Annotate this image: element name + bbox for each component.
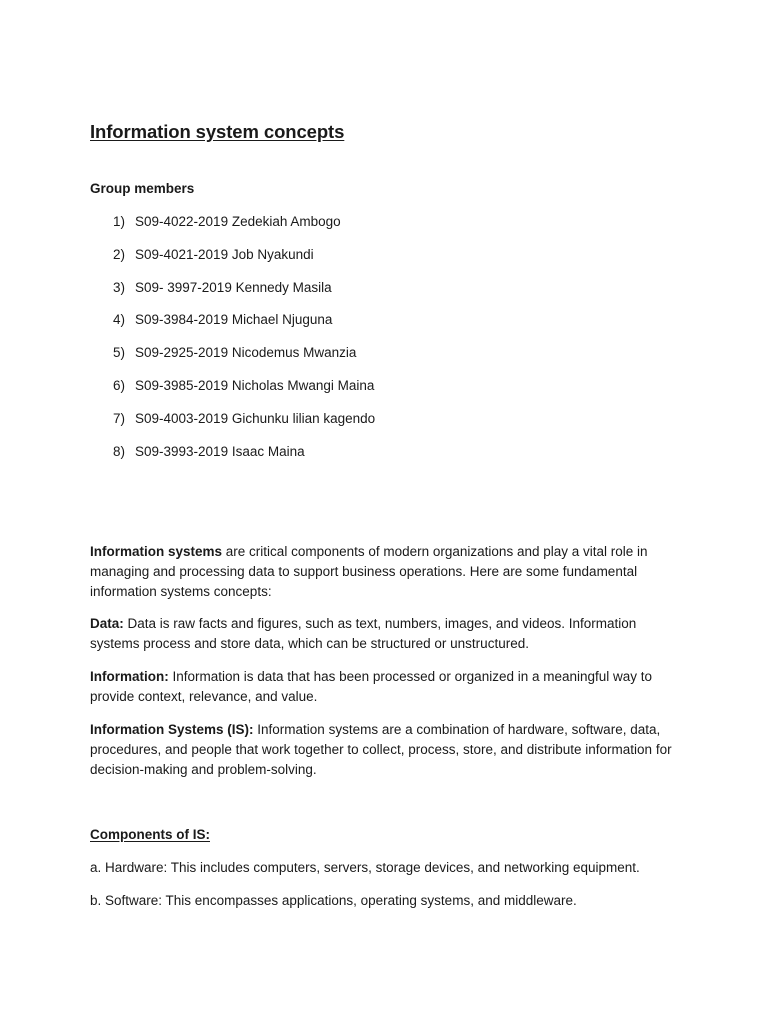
data-term: Data: (90, 616, 124, 631)
list-item-number: 8) (113, 443, 126, 459)
components-heading: Components of IS: (90, 827, 210, 842)
intro-term: Information systems (90, 544, 223, 559)
list-item-number: 2) (113, 246, 126, 262)
information-definition-paragraph (90, 667, 680, 707)
list-item (90, 247, 375, 280)
list-item-number: 3) (113, 279, 126, 295)
group-members-list (90, 214, 375, 476)
list-item-number: 6) (113, 377, 126, 393)
list-item-number: 5) (113, 345, 126, 361)
data-definition-text: Data is raw facts and figures, such as text, numbers, images, and videos. Information systems process and store data, which can be structured or unstructured. (90, 616, 637, 651)
intro-paragraph (90, 542, 680, 602)
component-hardware: a. Hardware: This includes computers, servers, storage devices, and networking equipment. (90, 860, 640, 875)
list-item (90, 280, 375, 313)
information-definition-text: Information is data that has been processed or organized in a meaningful way to provide context, relevance, and value. (90, 669, 653, 704)
list-item-text: S09- 3997-2019 Kennedy Masila (135, 279, 332, 295)
intro-text: are critical components of modern organizations and play a vital role in managing and processing data to support business operations. Here are some fundamental information systems concepts: (90, 544, 648, 599)
list-item (90, 312, 375, 345)
list-item (90, 411, 375, 444)
list-item-number: 1) (113, 214, 126, 229)
list-item-text: S09-2925-2019 Nicodemus Mwanzia (135, 345, 357, 361)
is-term: Information Systems (IS): (90, 722, 254, 737)
list-item-number: 4) (113, 312, 126, 328)
is-definition-text: Information systems are a combination of hardware, software, data, procedures, and people that work together to collect, process, store, and distribute information for decision-making and problem-solving. (90, 722, 672, 777)
group-members-heading: Group members (90, 181, 195, 196)
data-definition-paragraph (90, 614, 680, 654)
information-term: Information: (90, 669, 169, 684)
list-item-number: 7) (113, 410, 126, 426)
list-item-text: S09-3993-2019 Isaac Maina (135, 443, 305, 459)
list-item (90, 214, 375, 247)
list-item (90, 345, 375, 378)
is-definition-paragraph (90, 720, 680, 780)
list-item-text: S09-3985-2019 Nicholas Mwangi Maina (135, 377, 375, 393)
document-title: Information system concepts (90, 121, 345, 142)
list-item-text: S09-3984-2019 Michael Njuguna (135, 312, 333, 328)
list-item (90, 378, 375, 411)
component-software: b. Software: This encompasses applications, operating systems, and middleware. (90, 893, 577, 908)
list-item (90, 444, 375, 477)
list-item-text: S09-4022-2019 Zedekiah Ambogo (135, 214, 341, 229)
list-item-text: S09-4021-2019 Job Nyakundi (135, 246, 314, 262)
list-item-text: S09-4003-2019 Gichunku lilian kagendo (135, 410, 376, 426)
